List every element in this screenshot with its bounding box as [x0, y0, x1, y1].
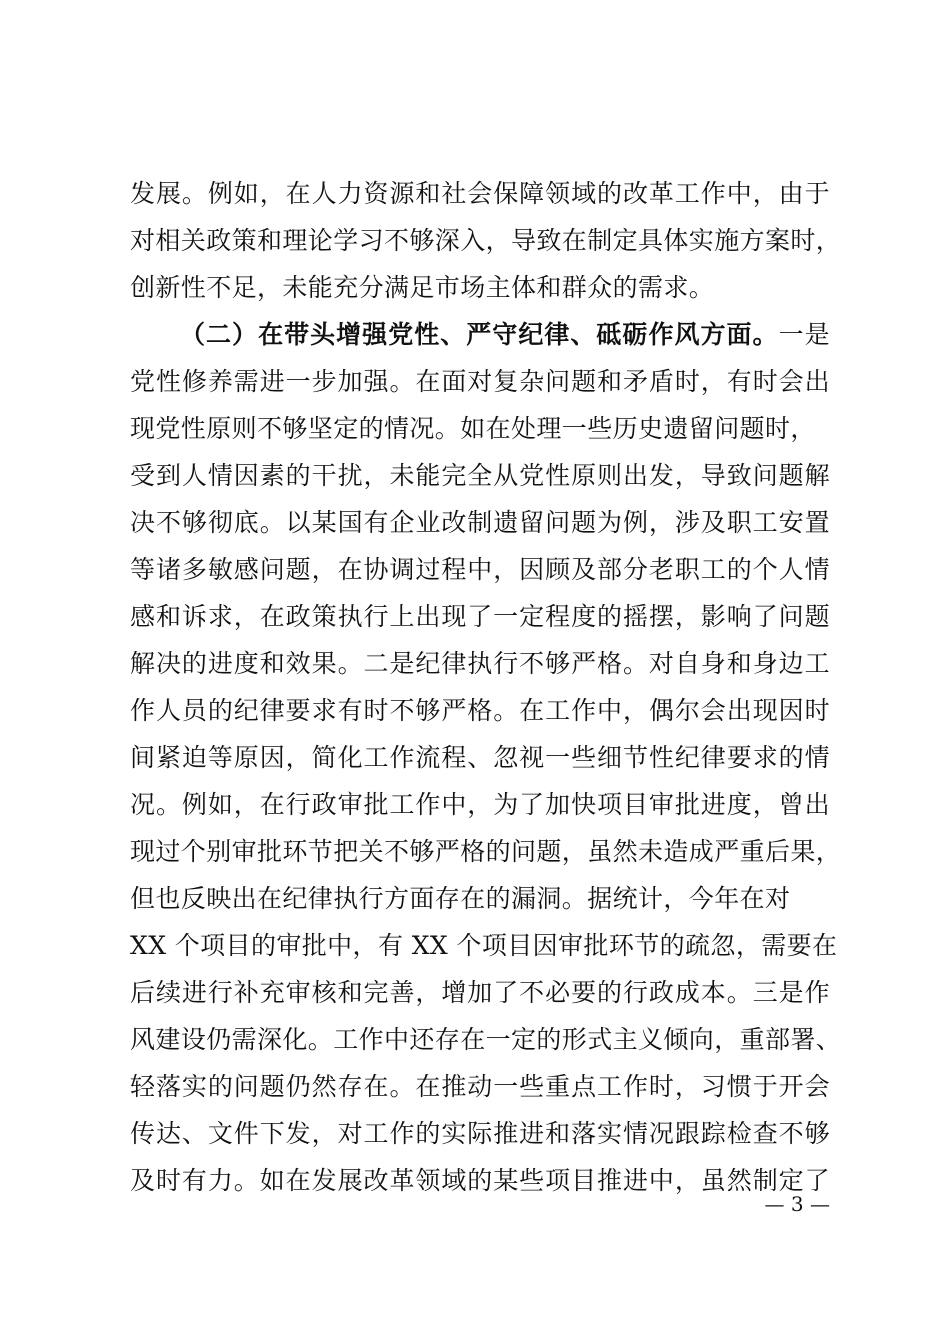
text-line: 作人员的纪律要求有时不够严格。在工作中，偶尔会出现因时 — [130, 696, 830, 725]
text-line: 创新性不足，未能充分满足市场主体和群众的需求。 — [130, 273, 715, 302]
text-line: 感和诉求，在政策执行上出现了一定程度的摇摆，影响了问题 — [130, 602, 830, 631]
text-line: 及时有力。如在发展改革领域的某些项目推进中，虽然制定了 — [130, 1166, 830, 1195]
section-heading: （二）在带头增强党性、严守纪律、砥砺作风方面。 — [180, 320, 779, 349]
text-line: 轻落实的问题仍然存在。在推动一些重点工作时，习惯于开会 — [130, 1072, 830, 1101]
text-line: 决不够彻底。以某国有企业改制遗留问题为例，涉及职工安置 — [130, 508, 830, 537]
text-line: 现党性原则不够坚定的情况。如在处理一些历史遗留问题时， — [130, 414, 816, 443]
text-line: 解决的进度和效果。二是纪律执行不够严格。对自身和身边工 — [130, 649, 830, 678]
text-line: 间紧迫等原因，简化工作流程、忽视一些细节性纪律要求的情 — [130, 743, 830, 772]
text-line: 风建设仍需深化。工作中还存在一定的形式主义倾向，重部署、 — [130, 1025, 842, 1054]
text-line: 况。例如，在行政审批工作中，为了加快项目审批进度，曾出 — [130, 790, 830, 819]
text-line: 传达、文件下发，对工作的实际推进和落实情况跟踪检查不够 — [130, 1119, 830, 1148]
text-line: 但也反映出在纪律执行方面存在的漏洞。据统计，今年在对 — [130, 884, 791, 913]
text-line: 发展。例如，在人力资源和社会保障领域的改革工作中，由于 — [130, 179, 830, 208]
text-line: 后续进行补充审核和完善，增加了不必要的行政成本。三是作 — [130, 978, 830, 1007]
text-line: 党性修养需进一步加强。在面对复杂问题和矛盾时，有时会出 — [130, 367, 830, 396]
text-line: 现过个别审批环节把关不够严格的问题，虽然未造成严重后果， — [130, 837, 842, 866]
text-line: 对相关政策和理论学习不够深入，导致在制定具体实施方案时， — [130, 226, 842, 255]
section-heading-line — [130, 311, 830, 358]
text-line: 等诸多敏感问题，在协调过程中，因顾及部分老职工的个人情 — [130, 555, 830, 584]
heading-continuation: 一是 — [778, 320, 830, 349]
page-number: — 3 — — [764, 1192, 830, 1216]
text-line: 受到人情因素的干扰，未能完全从党性原则出发，导致问题解 — [130, 461, 830, 490]
text-line: XX 个项目的审批中，有 XX 个项目因审批环节的疏忽，需要在 — [130, 931, 838, 960]
body-text — [130, 170, 842, 1204]
